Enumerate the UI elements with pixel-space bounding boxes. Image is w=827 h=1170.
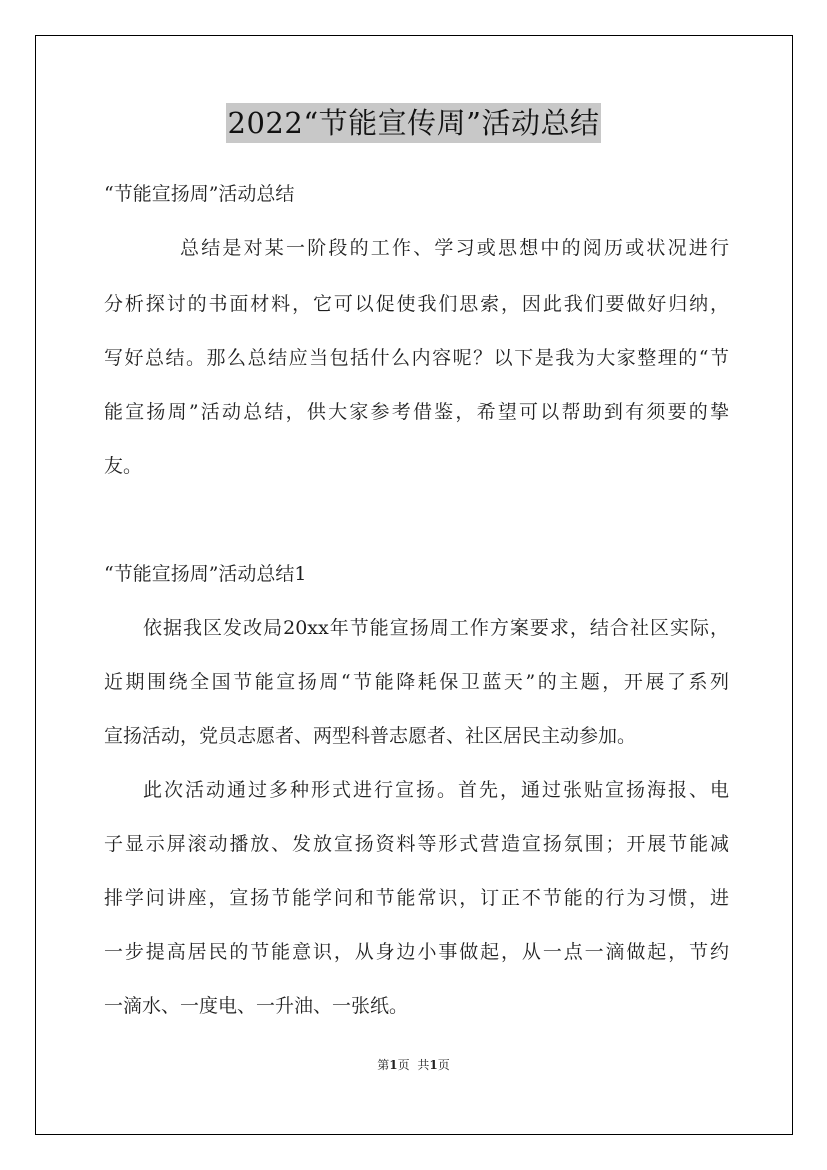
- document-title: 2022“节能宣传周”活动总结: [226, 103, 602, 143]
- intro-line-4: 能宣扬周”活动总结，供大家参考借鉴，希望可以帮助到有须要的挚: [104, 401, 729, 423]
- title-container: [0, 103, 827, 143]
- paragraph2-line-5: 一滴水、一度电、一升油、一张纸。: [104, 995, 409, 1017]
- intro-line-3: 写好总结。那么总结应当包括什么内容呢？以下是我为大家整理的“节: [104, 347, 729, 369]
- paragraph1-line-2: 近期围绕全国节能宣扬周“节能降耗保卫蓝天”的主题，开展了系列: [104, 671, 729, 693]
- page-suffix: 页: [397, 1058, 410, 1072]
- subtitle: “节能宣扬周”活动总结: [104, 183, 295, 205]
- paragraph2-line-4: 一步提高居民的节能意识，从身边小事做起，从一点一滴做起，节约: [104, 941, 729, 963]
- paragraph2-line-1: 此次活动通过多种形式进行宣扬。首先，通过张贴宣扬海报、电: [143, 779, 729, 801]
- total-pages: 1: [429, 1058, 438, 1072]
- total-suffix: 页: [437, 1058, 450, 1072]
- page-number: 1: [389, 1058, 398, 1072]
- page-footer: [0, 1057, 827, 1073]
- paragraph1-line-1: 依据我区发改局20xx年节能宣扬周工作方案要求，结合社区实际，: [143, 617, 729, 639]
- intro-line-1: 总结是对某一阶段的工作、学习或思想中的阅历或状况进行: [180, 237, 729, 259]
- section-heading: “节能宣扬周”活动总结1: [104, 563, 307, 585]
- paragraph2-line-3: 排学问讲座，宣扬节能学问和节能常识，订正不节能的行为习惯，进: [104, 887, 729, 909]
- total-prefix: 共: [417, 1058, 430, 1072]
- intro-line-2: 分析探讨的书面材料，它可以促使我们思索，因此我们要做好归纳，: [104, 293, 729, 315]
- page-prefix: 第: [377, 1058, 390, 1072]
- paragraph2-line-2: 子显示屏滚动播放、发放宣扬资料等形式营造宣扬氛围；开展节能减: [104, 833, 729, 855]
- paragraph1-line-3: 宣扬活动，党员志愿者、两型科普志愿者、社区居民主动参加。: [104, 725, 637, 747]
- intro-line-5: 友。: [104, 455, 143, 477]
